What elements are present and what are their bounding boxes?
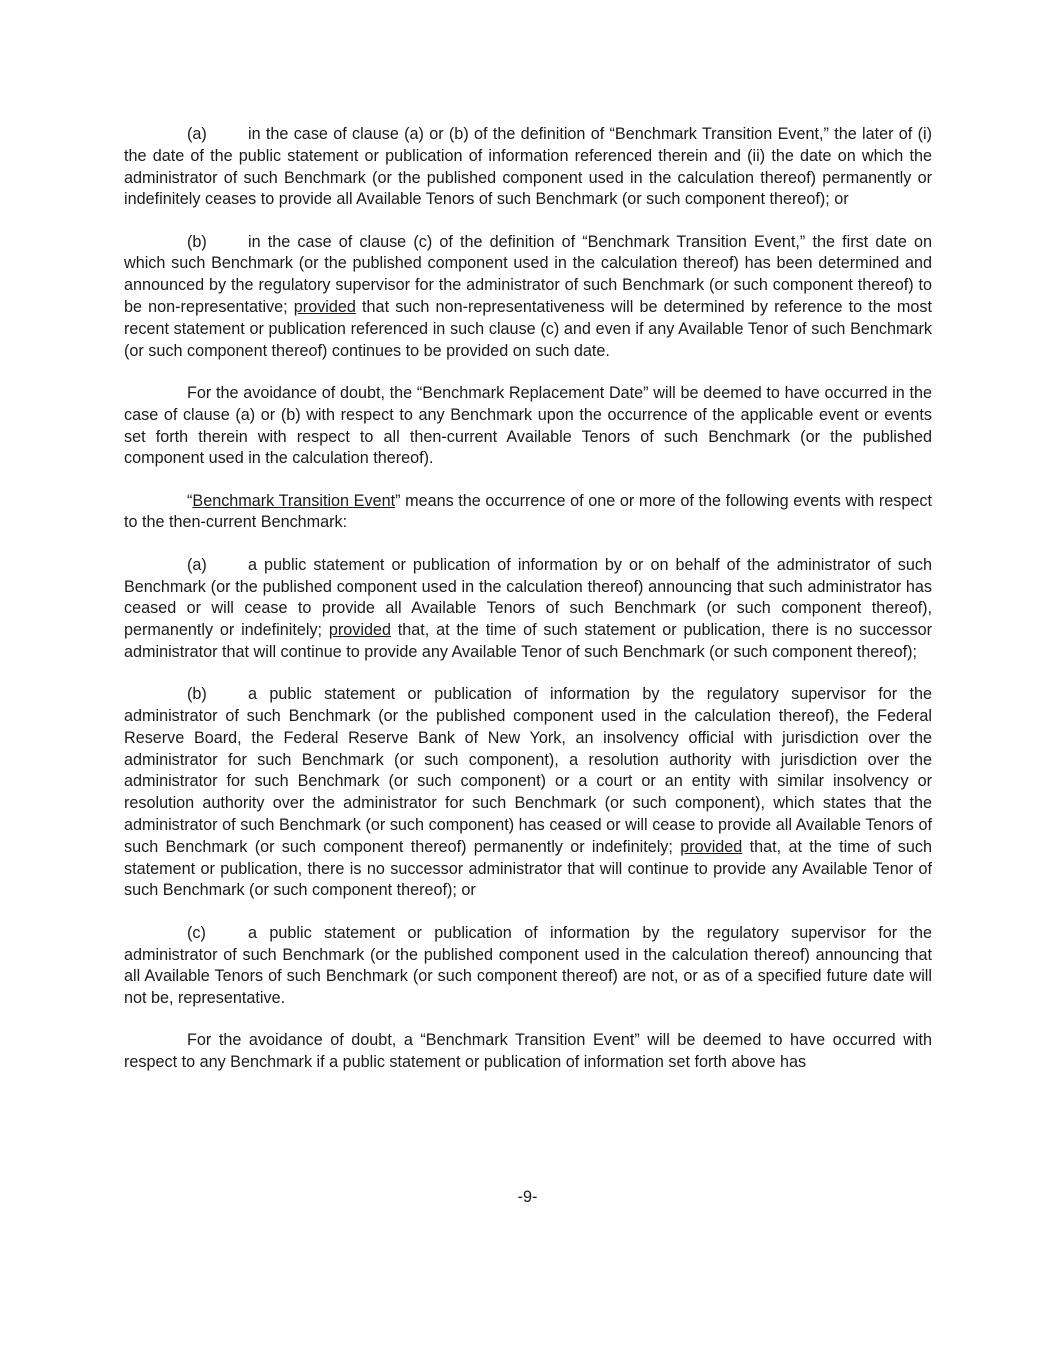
clause-text: a public statement or publication of information by the regulatory supervisor for the administrator of such Benchmark (or the published component used in the calculation thereof), the Federal Reserve Board, the Federal Reserve Bank of New York, an insolvency official with jurisdiction over the administrator for such Benchmark (or such component), a resolution authority with jurisdiction over the administrator for such Benchmark (or such component) or a court or an entity with similar insolvency or resolution authority over the administrator for such Benchmark (or such component), which states that the administrator of such Benchmark (or such component) has ceased or will cease to provide all Available Tenors of such Benchmark (or such component thereof) permanently or indefinitely; [124, 685, 932, 856]
defined-term: Benchmark Transition Event [192, 491, 396, 510]
clause-number: (a) [187, 555, 207, 574]
clause-c-transition-event [124, 923, 932, 1010]
clause-text: a public statement or publication of information by the regulatory supervisor for the administrator of such Benchmark (or the published component used in the calculation thereof) announcing that all Available Tenors of such Benchmark (or such component thereof) are not, or as of a specified future date will not be, representative. [124, 923, 932, 1008]
definition-text: ” means the occurrence of one or more of the following events with respect to the then-current Benchmark: [124, 491, 932, 532]
clause-b-replacement-date [124, 232, 932, 363]
clause-a-replacement-date [124, 124, 932, 211]
paragraph-text: For the avoidance of doubt, a “Benchmark Transition Event” will be deemed to have occurred with respect to any Benchmark if a public statement or publication of information set forth above has [124, 1031, 932, 1072]
avoidance-paragraph-transition-event [124, 1030, 932, 1074]
provided-term: provided [680, 837, 743, 856]
clause-number: (b) [187, 232, 207, 251]
definition-benchmark-transition-event [124, 491, 932, 535]
clause-number: (b) [187, 685, 207, 704]
provided-term: provided [293, 298, 356, 317]
open-quote: “ [187, 491, 193, 510]
clause-a-transition-event [124, 555, 932, 664]
clause-text: that, at the time of such statement or publication, there is no successor administrator that will continue to provide any Available Tenor of such Benchmark (or such component thereof); [124, 621, 933, 661]
provided-term: provided [328, 621, 391, 640]
paragraph-text: For the avoidance of doubt, the “Benchmark Replacement Date” will be deemed to have occurred in the case of clause (a) or (b) with respect to any Benchmark upon the occurrence of the applicable event or events set forth therein with respect to all then-current Available Tenors of such Benchmark (or the published component used in the calculation thereof). [124, 383, 932, 468]
clause-text: in the case of clause (c) of the definition of “Benchmark Transition Event,” the first date on which such Benchmark (or the published component used in the calculation thereof) has been determined and announced by the regulatory supervisor for the administrator of such Benchmark (or such component thereof) to be non-representative; [124, 232, 932, 317]
clause-text: that such non-representativeness will be determined by reference to the most recent statement or publication referenced in such clause (c) and even if any Available Tenor of such Benchmark (or such component thereof) continues to be provided on such date. [124, 298, 932, 360]
page-number: -9- [517, 1188, 538, 1206]
clause-b-transition-event [124, 684, 932, 902]
clause-text: a public statement or publication of information by or on behalf of the administrator of such Benchmark (or the published component used in the calculation thereof) announcing that such administrator has ceased or will cease to provide all Available Tenors of such Benchmark (or such component thereof), permanently or indefinitely; [124, 555, 932, 640]
clause-number: (a) [187, 125, 207, 143]
clause-text: that, at the time of such statement or publication, there is no successor administrator that will continue to provide any Available Tenor of such Benchmark (or such component thereof); or [124, 837, 932, 900]
avoidance-paragraph-replacement-date [124, 383, 932, 470]
clause-number: (c) [187, 923, 206, 942]
document-page [124, 124, 932, 1094]
clause-text: in the case of clause (a) or (b) of the definition of “Benchmark Transition Event,” the later of (i) the date of the public statement or publication of information referenced therein and (ii) the date on which the administrator of such Benchmark (or the published component used in the calculation thereof) permanently or indefinitely ceases to provide all Available Tenors of such Benchmark (or such component thereof); or [124, 125, 932, 209]
